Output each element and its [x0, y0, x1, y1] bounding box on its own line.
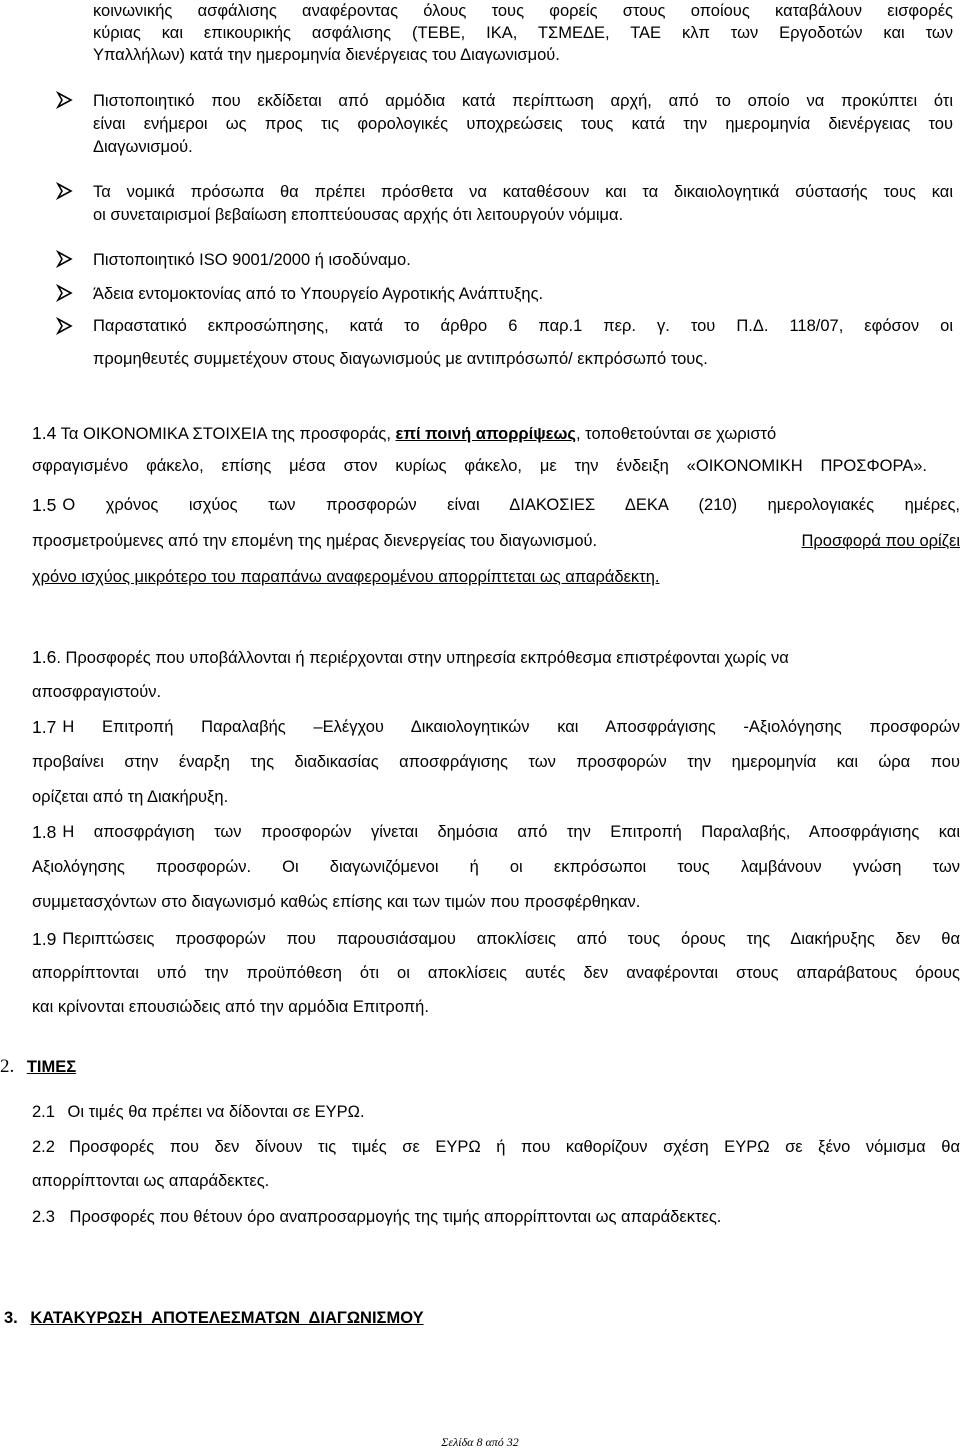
section-1-5-line-3: χρόνο ισχύος μικρότερο του παραπάνω αναφερομένου απορρίπτεται ως απαράδεκτη. [32, 568, 660, 586]
section-number: 1.8 [32, 822, 57, 842]
price-2-2-line-2: απορρίπτονται ως απαράδεκτες. [32, 1172, 270, 1190]
section-1-7-line-1: 1.7 Η Επιτροπή Παραλαβής –Ελέγχου Δικαιολογητικών και Αποσφράγισης -Αξιολόγησης προσφορών [32, 717, 960, 737]
heading-title: ΤΙΜΕΣ [26, 1058, 77, 1076]
section-1-5-line-1: 1.5 Ο χρόνος ισχύος των προσφορών είναι ΔΙΑΚΟΣΙΕΣ ΔΕΚΑ (210) ημερολογιακές ημέρες, [32, 495, 960, 515]
price-2-2-line-1: 2.2 Προσφορές που δεν δίνουν τις τιμές σε ΕΥΡΩ ή που καθορίζουν σχέση ΕΥΡΩ σε ξένο νόμισμα θα [32, 1138, 960, 1156]
section-1-9-line-3: και κρίνονται επουσιώδεις από την αρμόδια Επιτροπή. [32, 998, 429, 1016]
heading-number: 2. [0, 1056, 15, 1077]
intro-line-3: Υπαλλήλων) κατά την ημερομηνία διενέργειας του Διαγωνισμού. [93, 46, 560, 64]
bullet-arrow-icon [55, 182, 73, 200]
emphasis-text: επί ποινή απορρίψεως [395, 425, 576, 443]
section-1-4-line-2: σφραγισμένο φάκελο, επίσης μέσα στον κυρίως φάκελο, με την ένδειξη «ΟΙΚΟΝΟΜΙΚΗ ΠΡΟΣΦΟΡΑ». [32, 457, 927, 475]
section-number: 1.4 [32, 423, 57, 443]
section-number: 1.6 [32, 647, 57, 667]
section-1-7-line-3: ορίζεται από τη Διακήρυξη. [32, 788, 229, 806]
bullet-arrow-icon [55, 284, 73, 302]
bullet-3-line-1: Πιστοποιητικό ISO 9001/2000 ή ισοδύναμο. [93, 251, 411, 269]
bullet-1-line-3: Διαγωνισμού. [93, 138, 193, 156]
section-1-9-line-1: 1.9 Περιπτώσεις προσφορών που παρουσιάσαμου αποκλίσεις από τους όρους της Διακήρυξης δεν θα [32, 929, 960, 949]
bullet-arrow-icon [55, 317, 73, 335]
price-2-3: 2.3 Προσφορές που θέτουν όρο αναπροσαρμογής της τιμής απορρίπτονται ως απαράδεκτες. [32, 1208, 722, 1226]
intro-line-2: κύριας και επικουρικής ασφάλισης (ΤΕΒΕ, ΙΚΑ, ΤΣΜΕΔΕ, ΤΑΕ κλπ των Εργοδοτών και των [93, 24, 953, 42]
bullet-2-line-2: οι συνεταιρισμοί βεβαίωση εποπτεύουσας αρχής ότι λειτουργούν νόμιμα. [93, 206, 624, 224]
heading-award [4, 1307, 424, 1329]
bullet-1-line-1: Πιστοποιητικό που εκδίδεται από αρμόδια κατά περίπτωση αρχή, από το οποίο να προκύπτει ότι [93, 92, 953, 110]
section-1-8-line-1: 1.8 Η αποσφράγιση των προσφορών γίνεται δημόσια από την Επιτροπή Παραλαβής, Αποσφράγισης και [32, 822, 960, 842]
page-footer: Σελίδα 8 από 32 [441, 1435, 519, 1449]
section-1-9-line-2: απορρίπτονται υπό την προϋπόθεση ότι οι αποκλίσεις αυτές δεν αναφέρονται στους απαράβατους όρους [32, 964, 960, 982]
section-1-5-line-2: προσμετρούμενες από την επομένη της ημέρας διενεργείας του διαγωνισμού. Προσφορά που ορίζει [32, 532, 960, 550]
section-1-6-line-2: αποσφραγιστούν. [32, 683, 162, 701]
section-number: 1.5 [32, 495, 57, 515]
section-1-6-line-1: 1.6. Προσφορές που υποβάλλονται ή περιέρχονται στην υπηρεσία εκπρόθεσμα επιστρέφονται χωρίς να [32, 647, 789, 667]
bullet-arrow-icon [55, 250, 73, 268]
section-1-4-line-1: 1.4 Τα ΟΙΚΟΝΟΜΙΚΑ ΣΤΟΙΧΕΙΑ της προσφοράς, επί ποινή απορρίψεως, τοποθετούνται σε χωριστό [32, 423, 777, 443]
bullet-5-line-2: προμηθευτές συμμετέχουν στους διαγωνισμούς με αντιπρόσωπό/ εκπρόσωπό τους. [93, 350, 708, 368]
heading-title: ΚΑΤΑΚΥΡΩΣΗ ΑΠΟΤΕΛΕΣΜΑΤΩΝ ΔΙΑΓΩΝΙΣΜΟΥ [30, 1309, 424, 1327]
bullet-1-line-2: είναι ενήμεροι ως προς τις φορολογικές υποχρεώσεις τους κατά την ημερομηνία διενέργειας του [93, 115, 953, 133]
section-1-8-line-3: συμμετασχόντων στο διαγωνισμό καθώς επίσης και των τιμών που προσφέρθηκαν. [32, 893, 641, 911]
bullet-2-line-1: Τα νομικά πρόσωπα θα πρέπει πρόσθετα να καταθέσουν και τα δικαιολογητικά σύστασής τους και [93, 183, 953, 201]
section-number: 1.7 [32, 717, 57, 737]
heading-prices [0, 1056, 76, 1078]
bullet-4-line-1: Άδεια εντομοκτονίας από το Υπουργείο Αγροτικής Ανάπτυξης. [93, 285, 544, 303]
bullet-arrow-icon [55, 91, 73, 109]
section-number: 1.9 [32, 929, 57, 949]
heading-number: 3. [4, 1309, 18, 1327]
section-1-7-line-2: προβαίνει στην έναρξη της διαδικασίας αποσφράγισης των προσφορών την ημερομηνία και ώρα που [32, 753, 960, 771]
section-1-8-line-2: Αξιολόγησης προσφορών. Οι διαγωνιζόμενοι ή οι εκπρόσωποι τους λαμβάνουν γνώση των [32, 858, 960, 876]
price-2-1: 2.1 Οι τιμές θα πρέπει να δίδονται σε ΕΥΡΩ. [32, 1103, 365, 1121]
intro-line-1: κοινωνικής ασφάλισης αναφέροντας όλους τους φορείς στους οποίους καταβάλουν εισφορές [93, 2, 953, 20]
bullet-5-line-1: Παραστατικό εκπροσώπησης, κατά το άρθρο 6 παρ.1 περ. γ. του Π.Δ. 118/07, εφόσον οι [93, 317, 953, 335]
